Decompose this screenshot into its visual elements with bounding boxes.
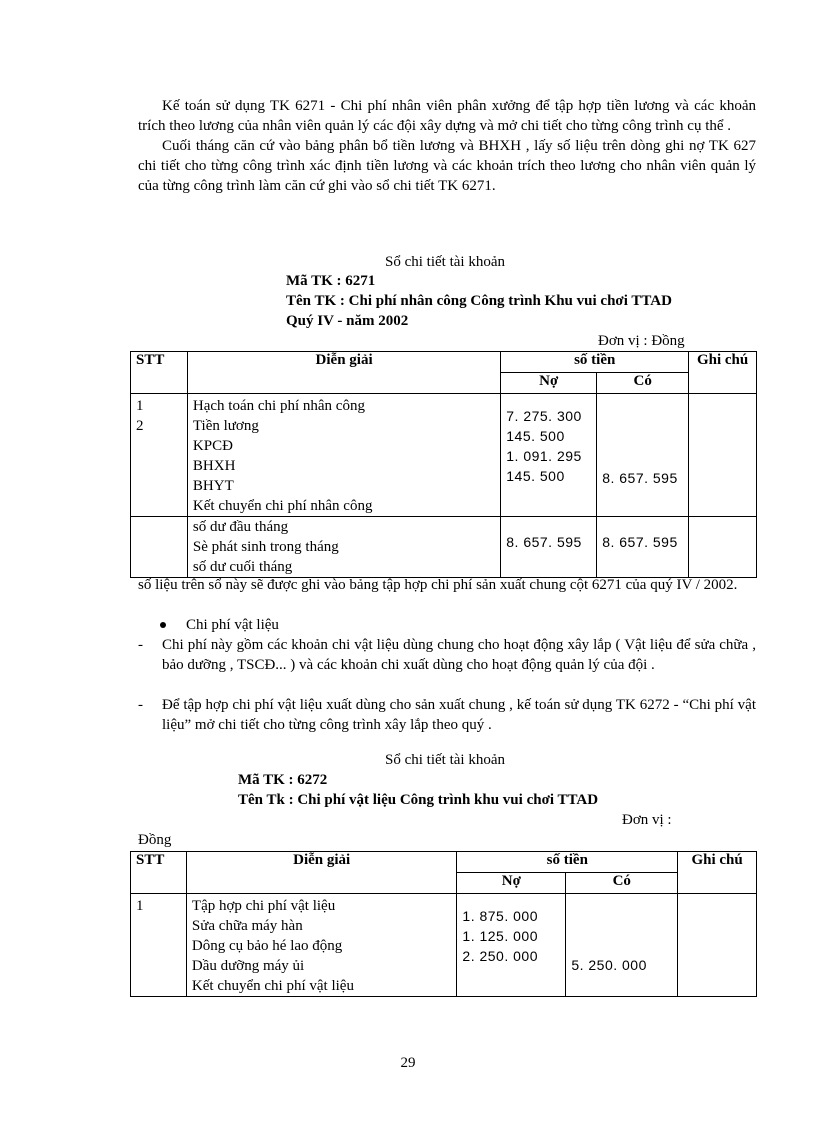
desc-cell: số dư đầu tháng Sè phát sinh trong tháng số dư cuối tháng (187, 517, 500, 578)
intro-text (138, 96, 756, 196)
ledger1-period: Quý IV - năm 2002 (286, 313, 409, 329)
note-cell (689, 517, 757, 578)
header-debit: Nợ (457, 873, 566, 894)
stt-cell: 1 2 (131, 394, 188, 517)
ledger1-note: số liệu trên sổ này sẽ được ghi vào bảng tập hợp chi phí sản xuất chung cột 6271 của quý IV / 2002. (138, 577, 738, 593)
debit-cell: 7. 275. 300 145. 500 1. 091. 295 145. 500 (501, 394, 597, 517)
dash-icon: - (138, 697, 143, 713)
header-desc: Diễn giải (186, 852, 457, 894)
note-cell (689, 394, 757, 517)
dash-text-1: Chi phí này gồm các khoản chi vật liệu dùng chung cho hoạt động xây lắp ( Vật liệu để sửa chữa , bảo dưỡng , TSCĐ... ) và các khoản chi xuất dùng cho hoạt động quản lý của đội . (162, 637, 756, 673)
header-note: Ghi chú (678, 852, 757, 894)
desc-cell: Hạch toán chi phí nhân công Tiền lương KPCĐ BHXH BHYT Kết chuyển chi phí nhân công (187, 394, 500, 517)
debit-cell: 8. 657. 595 (501, 517, 597, 578)
table-row (131, 394, 757, 517)
credit-cell: 5. 250. 000 (566, 894, 678, 997)
ledger2-unit: Đơn vị : (622, 812, 672, 828)
bullet-icon (160, 622, 166, 628)
header-amount: số tiền (457, 852, 678, 873)
ledger1-name: Tên TK : Chi phí nhân công Công trình Khu vui chơi TTAD (286, 293, 672, 309)
header-note: Ghi chú (689, 352, 757, 394)
intro-paragraph-1: Kế toán sử dụng TK 6271 - Chi phí nhân viên phân xưởng để tập hợp tiền lương và các khoản trích theo lương của nhân viên quản lý các đội xây dựng và mở chi tiết cho từng công trình cụ thể . (138, 98, 756, 134)
ledger1-title: Sổ chi tiết tài khoản (385, 254, 505, 270)
dash-text-2: Để tập hợp chi phí vật liệu xuất dùng cho sản xuất chung , kế toán sử dụng TK 6272 - “Chi phí vật liệu” mở chi tiết cho từng công trình xây lắp theo quý . (162, 697, 756, 733)
ledger1-table (130, 351, 757, 578)
ledger2-account: Mã TK : 6272 (238, 772, 328, 788)
ledger2-unit-cont: Đồng (138, 832, 172, 848)
ledger1-unit: Đơn vị : Đồng (598, 333, 685, 349)
ledger2-title: Sổ chi tiết tài khoản (385, 752, 505, 768)
header-stt: STT (131, 852, 187, 894)
page-number: 29 (400, 1055, 416, 1071)
dash-icon: - (138, 637, 143, 653)
desc-cell: Tập hợp chi phí vật liệu Sửa chữa máy hàn Dông cụ bảo hé lao động Dầu dưỡng máy ủi Kết chuyển chi phí vật liệu (186, 894, 457, 997)
header-credit: Có (597, 373, 689, 394)
intro-paragraph-2: Cuối tháng căn cứ vào bảng phân bổ tiền lương và BHXH , lấy số liệu trên dòng ghi nợ TK 627 chi tiết cho từng công trình xác định tiền lương và các khoản trích theo lương cho nhân viên quản lý của từng công trình làm căn cứ ghi vào sổ chi tiết TK 6271. (138, 138, 756, 194)
ledger1-account: Mã TK : 6271 (286, 273, 376, 289)
credit-cell: 8. 657. 595 (597, 394, 689, 517)
dash-item-2 (138, 695, 756, 735)
debit-cell: 1. 875. 000 1. 125. 000 2. 250. 000 (457, 894, 566, 997)
credit-cell: 8. 657. 595 (597, 517, 689, 578)
header-desc: Diễn giải (187, 352, 500, 394)
header-debit: Nợ (501, 373, 597, 394)
bullet-text: Chi phí vật liệu (186, 617, 279, 633)
stt-cell (131, 517, 188, 578)
header-credit: Có (566, 873, 678, 894)
ledger2-table (130, 851, 757, 997)
table-row (131, 517, 757, 578)
dash-item-1 (138, 635, 756, 675)
table-row (131, 894, 757, 997)
header-stt: STT (131, 352, 188, 394)
ledger2-name: Tên Tk : Chi phí vật liệu Công trình khu vui chơi TTAD (238, 792, 599, 808)
header-amount: số tiền (501, 352, 689, 373)
stt-cell: 1 (131, 894, 187, 997)
note-cell (678, 894, 757, 997)
